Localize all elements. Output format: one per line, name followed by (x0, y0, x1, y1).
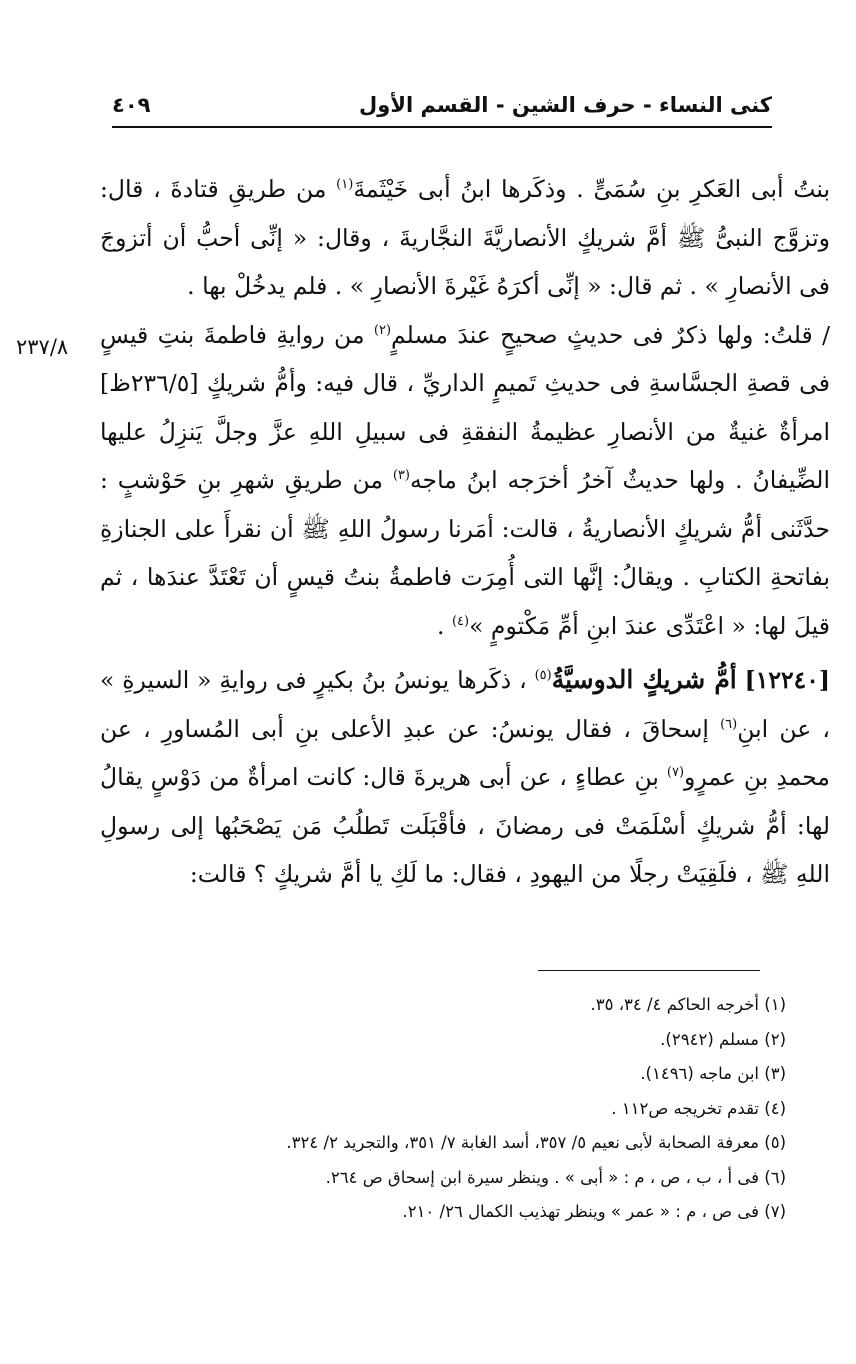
page-header (112, 86, 772, 124)
entry-number: [١٢٢٤٠] (744, 666, 830, 694)
footnote: (١) أخرجه الحاكم ٤/ ٣٤، ٣٥. (590, 995, 786, 1014)
footnote-ref[interactable]: (٥) (534, 668, 552, 684)
footnotes (86, 988, 786, 1230)
paragraph: / قلتُ: ولها ذكرٌ فى حديثٍ صحيحٍ عندَ مسلمٍ$^{(٢)}$ من روايةِ فاطمةَ بنتِ قيسٍ فى قصةِ الجسَّاسةِ فى حديثِ تَميمٍ الداريِّ ، قال فيه: وأمُّ شريكٍ [٢٣٦/٥ظ] امرأةٌ غنيةٌ من الأنصارِ عظيمةُ النفقةِ فى سبيلِ اللهِ عزَّ وجلَّ يَنزِلُ عليها الضِّيفانُ . ولها حديثٌ آخرُ أخرَجه ابنُ ماجه$^{(٣)}$ من طريقِ شهرِ بنِ حَوْشبٍ : حدَّثَنى أمُّ شريكٍ الأنصاريةُ ، قالت: أمَرنا رسولُ اللهِ ﷺ أن نقرأَ على الجنازةِ بفاتحةِ الكتابِ . ويقالُ: إنَّها التى أُمِرَت فاطمةُ بنتُ قيسٍ أن تَعْتَدَّ عندَها ، ثم قيلَ لها: « اعْتَدِّى عندَ ابنِ أمِّ مَكْتومٍ »$^{(٤)}$ . (100, 320, 830, 640)
page-number: ٤٠٩ (112, 93, 151, 117)
entry-paragraph: [١٢٢٤٠] أمُّ شريكٍ الدوسيَّةُ$^{(٥)}$ ، ذكَرها يونسُ بنُ بكيرٍ فى روايةِ « السيرةِ » ، عن ابنِ$^{(٦)}$ إسحاقَ ، فقال يونسُ: عن عبدِ الأعلى بنِ أبى المُساورِ ، عن محمدِ بنِ عمرٍو$^{(٧)}$ بنِ عطاءٍ ، عن أبى هريرةَ قال: كانت امرأةٌ من دَوْسٍ يقالُ لها: أمُّ شريكٍ أسْلَمَتْ فى رمضانَ ، فأقْبَلَت تَطلُبُ مَن يَصْحَبُها إلى رسولِ اللهِ ﷺ ، فلَقِيَتْ رجلًا من اليهودِ ، فقال: ما لَكِ يا أمَّ شريكٍ ؟ قالت: (100, 665, 830, 888)
footnote-ref[interactable]: (٤) (451, 613, 470, 629)
footnote: (٣) ابن ماجه (١٤٩٦). (640, 1064, 786, 1083)
footnote-ref[interactable]: (٣) (392, 468, 410, 484)
footnote-ref[interactable]: (٦) (720, 716, 738, 732)
footnote-ref[interactable]: (١) (336, 177, 354, 193)
header-rule (112, 126, 772, 128)
footnote: (٧) فى ص ، م : « عمر » وينظر تهذيب الكمال ٢٦/ ٢١٠. (402, 1202, 786, 1221)
entry-title: أمُّ شريكٍ الدوسيَّةُ (551, 665, 737, 694)
footnote-ref[interactable]: (٧) (666, 765, 685, 781)
margin-reference: ٢٣٧/٨ (16, 335, 69, 359)
footnote-separator (538, 970, 760, 971)
running-title: كنى النساء - حرف الشين - القسم الأول (359, 93, 772, 117)
footnote: (٢) مسلم (٢٩٤٢). (660, 1029, 786, 1049)
footnote: (٦) فى أ ، ب ، ص ، م : « أبى » . وينظر سيرة ابن إسحاق ص ٢٦٤. (325, 1167, 786, 1187)
footnote: (٤) تقدم تخريجه ص١١٢ . (611, 1098, 786, 1118)
footnote: (٥) معرفة الصحابة لأبى نعيم ٥/ ٣٥٧، أسد الغابة ٧/ ٣٥١، والتجريد ٢/ ٣٢٤. (286, 1133, 786, 1152)
main-text (100, 165, 830, 899)
footnote-ref[interactable]: (٢) (373, 322, 392, 338)
paragraph: بنتُ أبى العَكرِ بنِ سُمَىٍّ . وذكَرها ابنُ أبى خَيْثَمةَ$^{(١)}$ من طريقِ قتادةَ ، قال: وتزوَّج النبىُّ ﷺ أمَّ شريكٍ الأنصاريَّةَ النجَّاريةَ ، وقال: « إنِّى أحبُّ أن أتزوجَ فى الأنصارِ » . ثم قال: « إنِّى أكرَهُ غَيْرةَ الأنصارِ » . فلم يدخُلْ بها . (100, 175, 830, 300)
